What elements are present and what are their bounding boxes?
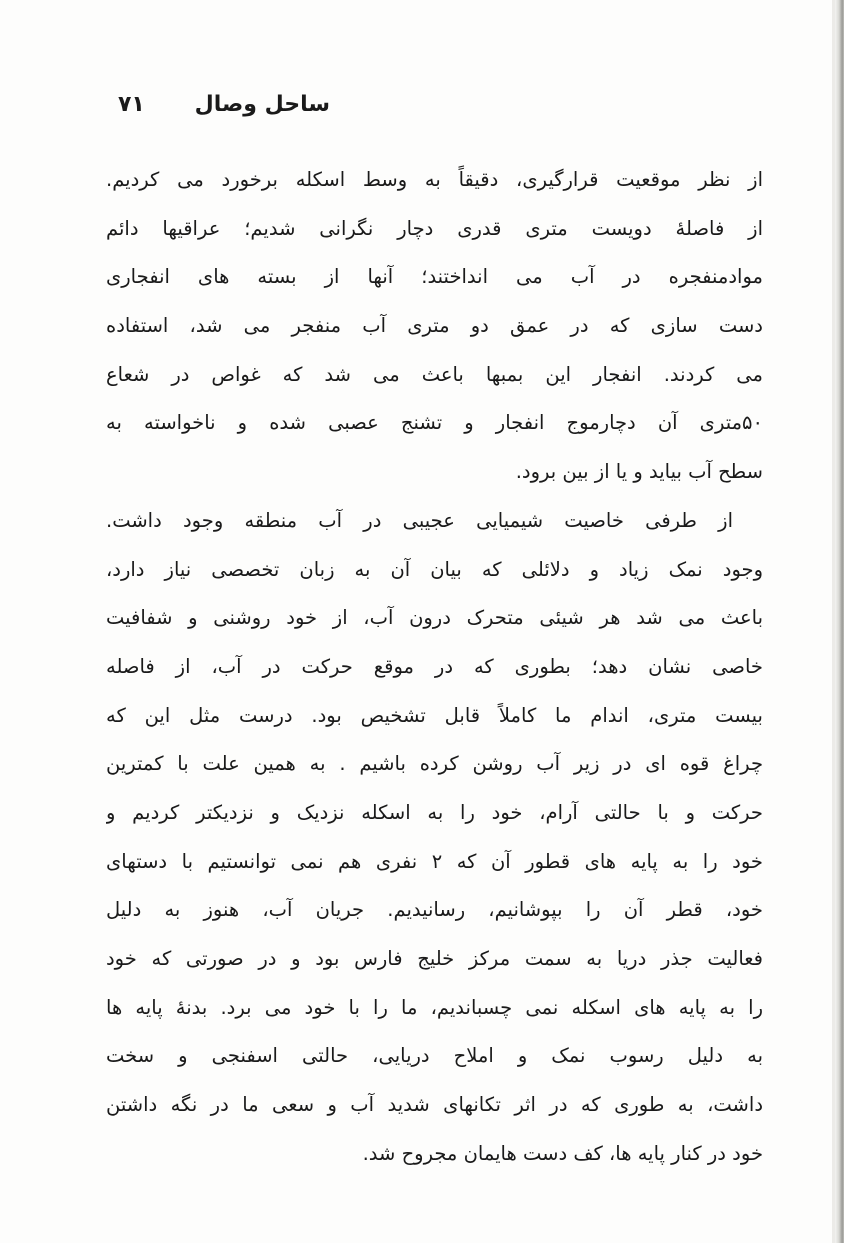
- text-line: به دلیل رسوب نمک و املاح دریایی، حالتی اسفنجی و سخت: [106, 1044, 763, 1068]
- body-text: [106, 156, 763, 1178]
- text-line: ۵۰متری آن دچارموج انفجار و تشنج عصبی شده و ناخواسته به: [106, 411, 763, 435]
- text-line: را به پایه های اسکله نمی چسباندیم، ما را با خود می برد. بدنهٔ پایه ها: [106, 995, 763, 1019]
- text-line: سطح آب بیاید و یا از بین برود.: [515, 460, 763, 484]
- text-line: چراغ قوه ای در زیر آب روشن کرده باشیم . به همین علت با کمترین: [106, 752, 763, 776]
- text-line: خاصی نشان دهد؛ بطوری که در موقع حرکت در آب، از فاصله: [106, 654, 763, 678]
- scanned-page-edge: [835, 0, 844, 1243]
- text-line: دست سازی که در عمق دو متری آب منفجر می شد، استفاده: [106, 314, 763, 338]
- text-line: خود در کنار پایه ها، کف دست هایمان مجروح شد.: [362, 1141, 763, 1165]
- running-header: [118, 88, 330, 122]
- text-line: باعث می شد هر شیئی متحرک درون آب، از خود روشنی و شفافیت: [106, 606, 763, 630]
- text-line: فعالیت جذر دریا به سمت مرکز خلیج فارس بود و در صورتی که خود: [106, 947, 763, 970]
- text-line: حرکت و با حالتی آرام، خود را به اسکله نزدیک و نزدیکتر کردیم و: [106, 800, 763, 824]
- book-title: ساحل وصال: [194, 92, 330, 117]
- text-line: موادمنفجره در آب می انداختند؛ آنها از بسته های انفجاری: [106, 265, 763, 289]
- text-line: بیست متری، اندام ما کاملاً قابل تشخیص بود. درست مثل این که: [106, 703, 763, 727]
- text-line: از طرفی خاصیت شیمیایی عجیبی در آب منطقه وجود داشت.: [106, 508, 733, 532]
- text-line: وجود نمک زیاد و دلائلی که بیان آن به زبان تخصصی نیاز دارد،: [106, 557, 763, 581]
- page-number: ۷۱: [118, 92, 145, 117]
- text-line: از نظر موقعیت قرارگیری، دقیقاً به وسط اسکله برخورد می کردیم.: [106, 168, 763, 191]
- text-line: می کردند. انفجار این بمبها باعث می شد که غواص در شعاع: [106, 362, 763, 386]
- text-line: از فاصلهٔ دویست متری قدری دچار نگرانی شدیم؛ عراقیها دائم: [106, 216, 763, 240]
- text-line: خود، قطر آن را بپوشانیم، رسانیدیم. جریان آب، هنوز به دلیل: [106, 898, 763, 922]
- text-line: خود را به پایه های قطور آن که ۲ نفری هم نمی توانستیم با دستهای: [106, 849, 763, 873]
- text-line: داشت، به طوری که در اثر تکانهای شدید آب و سعی ما در نگه داشتن: [106, 1093, 763, 1117]
